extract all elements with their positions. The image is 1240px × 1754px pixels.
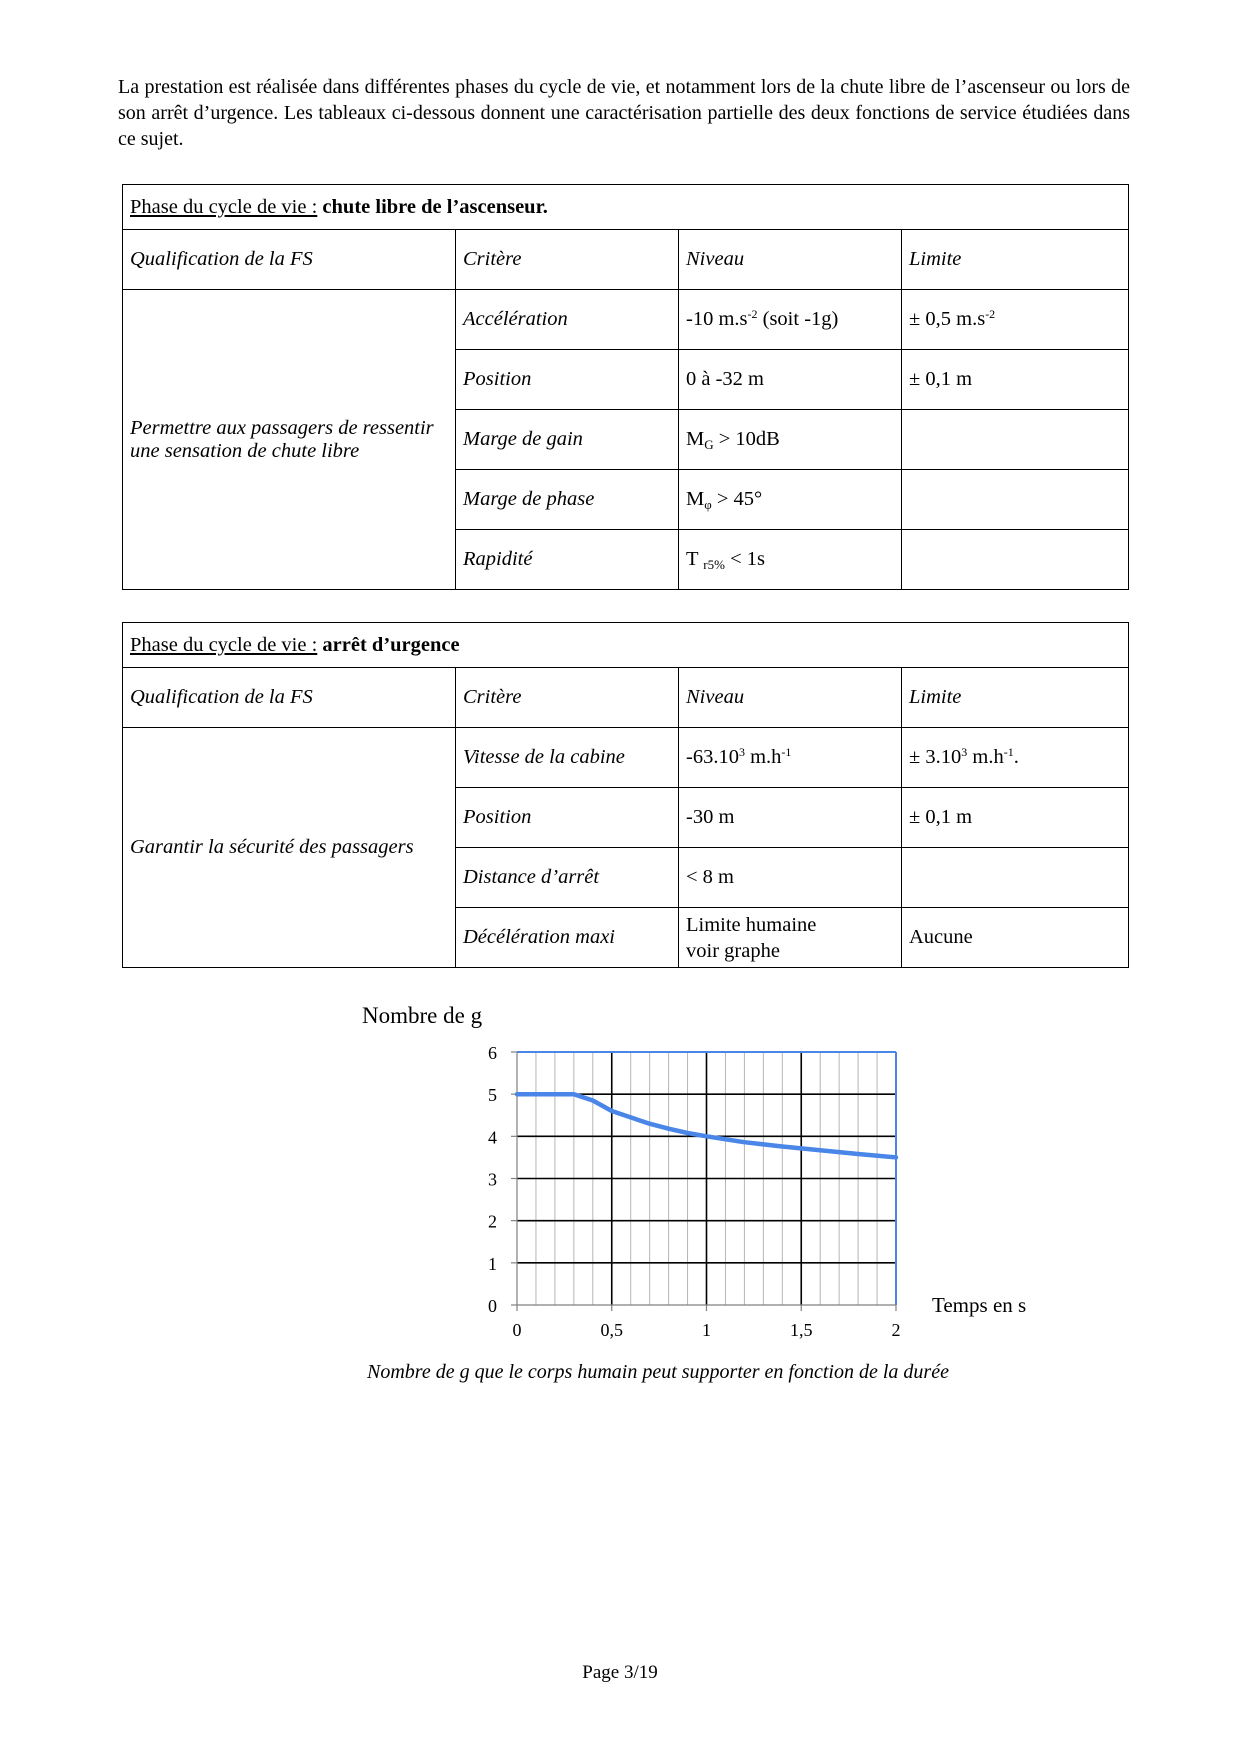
table-chute-libre	[122, 184, 1129, 590]
niveau-suffix: (soit -1g)	[757, 308, 839, 330]
niveau-text: M	[686, 488, 705, 510]
table1-critere: Accélération	[456, 290, 679, 350]
table2-limite: ± 0,1 m	[902, 788, 1129, 848]
table1-header-limite: Limite	[902, 230, 1129, 290]
table2-limite	[902, 728, 1129, 788]
table1-niveau	[679, 470, 902, 530]
limite-exponent: -2	[985, 307, 996, 321]
table2-phase-label: Phase du cycle de vie :	[130, 633, 318, 656]
limite-unit: m.h	[967, 746, 1004, 768]
table1-niveau: 0 à -32 m	[679, 350, 902, 410]
y-tick-label: 5	[488, 1085, 497, 1106]
x-tick-label: 1,5	[790, 1320, 813, 1340]
x-tick-label: 2	[891, 1320, 901, 1340]
y-tick-label: 0	[488, 1296, 497, 1316]
limite-text: ± 3.10	[909, 746, 962, 768]
table1-fs-cell	[123, 290, 456, 590]
table2-niveau	[679, 728, 902, 788]
table1-critere: Marge de phase	[456, 470, 679, 530]
table1-phase-label: Phase du cycle de vie :	[130, 195, 318, 218]
series-line-limite-humaine	[517, 1094, 896, 1157]
table1-niveau	[679, 410, 902, 470]
y-axis-title: Nombre de g	[362, 1003, 483, 1028]
table2-critere: Position	[456, 788, 679, 848]
x-tick-label: 1	[702, 1320, 711, 1340]
table2-niveau: -30 m	[679, 788, 902, 848]
table1-phase-value: chute libre de l’ascenseur.	[322, 195, 548, 218]
x-axis-title: Temps en s	[932, 1293, 1027, 1317]
table-arret-urgence	[122, 622, 1129, 968]
table1-limite	[902, 290, 1129, 350]
niveau-unit-exponent: -1	[781, 745, 792, 759]
table2-fs-cell	[123, 728, 456, 968]
limite-text: ± 0,5 m.s	[909, 308, 986, 330]
table1-header-fs: Qualification de la FS	[123, 230, 456, 290]
table2-header-limite: Limite	[902, 668, 1129, 728]
table1-header-niveau: Niveau	[679, 230, 902, 290]
table1-limite	[902, 530, 1129, 590]
niveau-line-2: voir graphe	[686, 939, 780, 962]
table2-critere: Vitesse de la cabine	[456, 728, 679, 788]
table2-header-critere: Critère	[456, 668, 679, 728]
y-tick-label: 3	[488, 1169, 497, 1190]
table2-limite	[902, 848, 1129, 908]
table2-header-fs: Qualification de la FS	[123, 668, 456, 728]
niveau-text: -63.10	[686, 746, 739, 768]
table2-niveau: < 8 m	[679, 848, 902, 908]
niveau-text: M	[686, 428, 705, 450]
x-tick-label: 0,5	[600, 1320, 623, 1340]
niveau-exponent: -2	[747, 307, 758, 321]
niveau-subscript: r5%	[703, 557, 725, 572]
table1-critere: Rapidité	[456, 530, 679, 590]
y-tick-label: 1	[488, 1253, 497, 1274]
y-tick-label: 2	[488, 1211, 497, 1232]
table2-phase-title	[123, 623, 1129, 668]
niveau-line-1: Limite humaine	[686, 913, 817, 936]
niveau-suffix: < 1s	[724, 548, 765, 570]
niveau-exponent: 3	[738, 745, 745, 759]
table1-limite	[902, 410, 1129, 470]
niveau-subscript: G	[704, 437, 714, 452]
table1-fs-text: Permettre aux passagers de ressentir une sensation de chute libre	[130, 416, 434, 462]
table2-phase-value: arrêt d’urgence	[322, 633, 460, 656]
table2-header-niveau: Niveau	[679, 668, 902, 728]
niveau-suffix: > 45°	[711, 488, 763, 510]
chart-caption: Nombre de g que le corps humain peut supporter en fonction de la durée	[367, 1361, 949, 1383]
niveau-text: -10 m.s	[686, 308, 748, 330]
table1-phase-title	[123, 185, 1129, 230]
table1-header-critere: Critère	[456, 230, 679, 290]
table2-fs-text: Garantir la sécurité des passagers	[130, 836, 414, 858]
table1-niveau	[679, 530, 902, 590]
limite-exponent: 3	[961, 745, 968, 759]
niveau-text: T	[686, 548, 704, 570]
table1-critere: Marge de gain	[456, 410, 679, 470]
page-number: Page 3/19	[582, 1662, 658, 1683]
niveau-subscript: φ	[704, 497, 712, 512]
niveau-unit: m.h	[744, 746, 782, 768]
y-tick-label: 4	[488, 1127, 497, 1148]
y-tick-label: 6	[488, 1043, 497, 1063]
table1-critere: Position	[456, 350, 679, 410]
limite-unit-exponent: -1	[1003, 745, 1014, 759]
table2-critere: Décélération maxi	[456, 908, 679, 968]
limite-period: .	[1013, 746, 1019, 768]
x-tick-label: 0	[512, 1320, 522, 1340]
niveau-suffix: > 10dB	[713, 428, 780, 450]
table2-critere: Distance d’arrêt	[456, 848, 679, 908]
table2-niveau	[679, 908, 902, 968]
table1-niveau	[679, 290, 902, 350]
table2-limite: Aucune	[902, 908, 1129, 968]
intro-paragraph: La prestation est réalisée dans différentes phases du cycle de vie, et notamment lors de la chute libre de l’ascenseur ou lors de son arrêt d’urgence. Les tableaux ci-dessous donnent une caractérisation partielle des deux fonctions de service étudiées dans ce sujet.	[118, 76, 1130, 150]
table1-limite	[902, 470, 1129, 530]
table1-limite: ± 0,1 m	[902, 350, 1129, 410]
